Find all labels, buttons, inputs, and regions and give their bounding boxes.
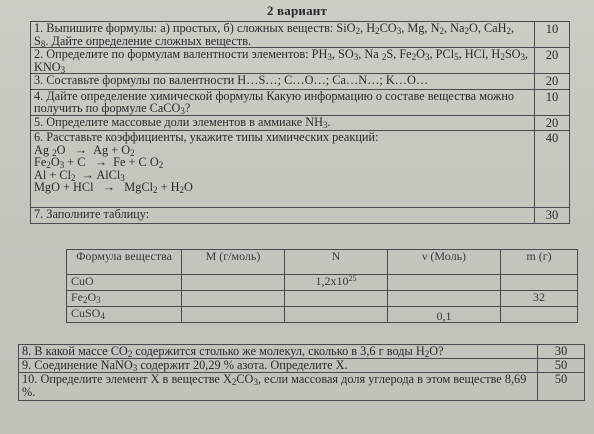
task-points: 50 [538, 373, 585, 401]
task-points: 10 [535, 89, 570, 115]
tasks-table [30, 21, 570, 224]
task-text: 1. Выпишите формулы: а) простых, б) сложных веществ: SiO$_2$, $H_2CO_3$, Mg, $N_2$, $Na_2O$, CaH$_2$, $S_8$. Дайте определение сложных веществ. [31, 22, 535, 48]
header-mass: m (г) [501, 250, 578, 275]
table-row [67, 307, 578, 323]
cell-formula: $Fe_2O_3$ [67, 291, 182, 307]
cell-mass [501, 275, 578, 291]
task-row [31, 74, 570, 90]
task-text: 8. В какой массе $CO_2$ содержится столько же молекул, сколько в 3,6 г воды $H_2O$? [19, 345, 538, 359]
task-points: 30 [538, 345, 585, 359]
task-row [31, 89, 570, 115]
cell-mass: 32 [501, 291, 578, 307]
task-text: 2. Определите по формулам валентности элементов: $PH_3$, $SO_3$, Na $_2$S, $Fe_2O_3$, PCl$_5$, HCl, $H_2SO_3$, $KNO_3$ [31, 48, 535, 74]
bottom-tasks-table [18, 344, 585, 401]
fill-in-table [66, 249, 578, 323]
table-header-row [67, 250, 578, 275]
cell-amount [388, 275, 501, 291]
cell-count [285, 291, 388, 307]
equation: MgO + HCl → MgCl$_2$ + $H_2O$ [34, 180, 193, 196]
task-points: 20 [535, 115, 570, 131]
task-points: 40 [535, 131, 570, 208]
task-heading: 6. Расставьте коэффициенты, укажите типы химических реакций: [34, 130, 379, 144]
cell-amount [388, 291, 501, 307]
cell-formula: CuO [67, 275, 182, 291]
table-row [67, 275, 578, 291]
task-text: 10. Определите элемент X в веществе $X_2CO_3$, если массовая доля углерода в этом веществе 8,69 %. [19, 373, 538, 401]
cell-molar-mass [182, 275, 285, 291]
task-row [31, 131, 570, 208]
task-points: 50 [538, 359, 585, 373]
cell-formula: CuSO$_4$ [67, 307, 182, 323]
task-row [19, 345, 585, 359]
task-row [31, 22, 570, 48]
cell-mass [501, 307, 578, 323]
cell-amount: 0,1 [388, 307, 501, 323]
task-row [31, 115, 570, 131]
cell-molar-mass [182, 291, 285, 307]
task-points: 20 [535, 48, 570, 74]
task-text: 4. Дайте определение химической формулы Какую информацию о составе вещества можно получить по формуле CaCO$_3$? [31, 89, 535, 115]
task-row [19, 359, 585, 373]
cell-molar-mass [182, 307, 285, 323]
header-amount: ν (Моль) [388, 250, 501, 275]
equation: $Al + Cl_2$ → AlCl$_3$ [34, 167, 125, 183]
task-text: 7. Заполните таблицу: [31, 208, 535, 224]
page-title: 2 вариант [266, 3, 328, 18]
header-molar-mass: М (г/моль) [182, 250, 285, 275]
equation: Ag $_2O \to Ag + O_2$ [34, 142, 135, 158]
equation: $Fe_2O_3 + C \to Fe + C$ $O_2$ [34, 155, 164, 171]
task-text: 9. Соединение NaNO$_3$ содержит 20,29 % азота. Определите X. [19, 359, 538, 373]
header-formula: Формула вещества [67, 250, 182, 275]
cell-count: $1,2x10^{25}$ [285, 275, 388, 291]
cell-count [285, 307, 388, 323]
task-points: 20 [535, 74, 570, 90]
task-text: 5. Определите массовые доли элементов в аммиаке $NH_3$. [31, 115, 535, 131]
task-points: 30 [535, 208, 570, 224]
table-row [67, 291, 578, 307]
header-count: N [285, 250, 388, 275]
task-points: 10 [535, 22, 570, 48]
task-text [31, 131, 535, 208]
task-row [31, 208, 570, 224]
task-text: 3. Составьте формулы по валентности H…S…; C…O…; Ca…N…; K…O… [31, 74, 535, 90]
task-row [19, 373, 585, 401]
task-row [31, 48, 570, 74]
